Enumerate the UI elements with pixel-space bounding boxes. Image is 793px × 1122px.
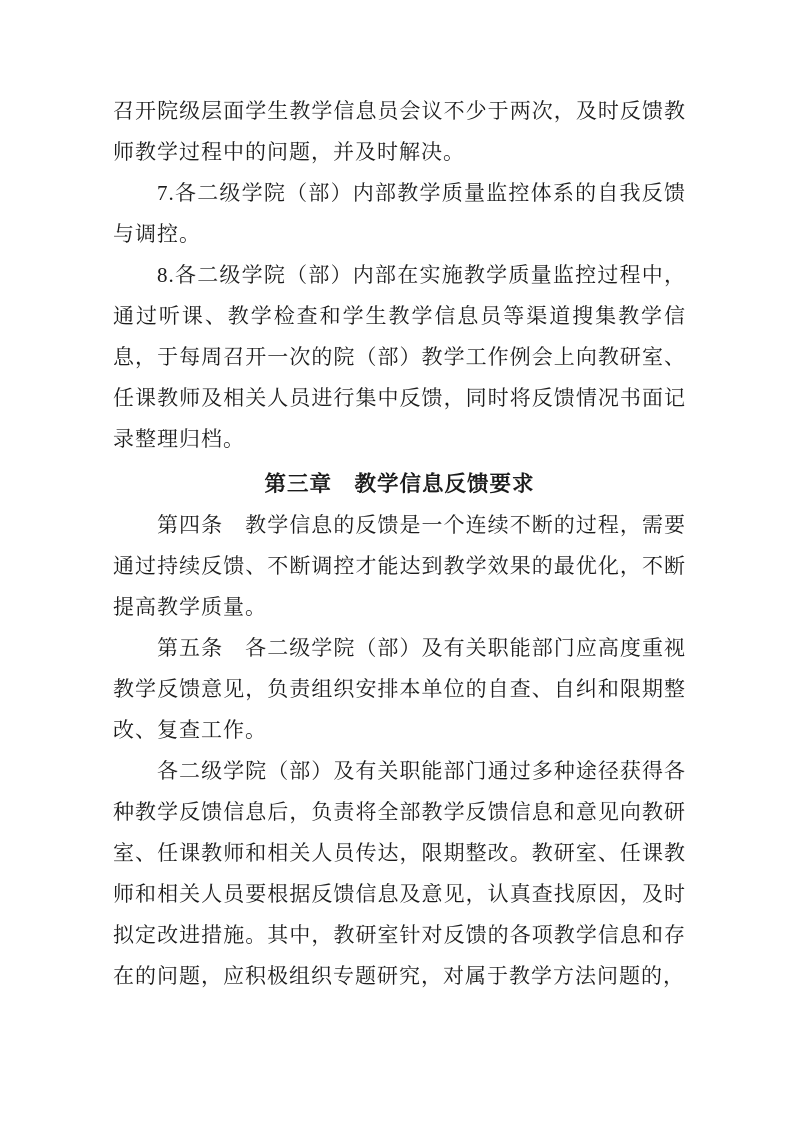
article-4-paragraph: 第四条 教学信息的反馈是一个连续不断的过程，需要通过持续反馈、不断调控才能达到教学效果的最优化，不断提高教学质量。 <box>113 513 686 619</box>
list-item-7: 7.各二级学院（部）内部教学质量监控体系的自我反馈与调控。 <box>113 181 686 246</box>
list-item-8: 8.各二级学院（部）内部在实施教学质量监控过程中，通过听课、教学检查和学生教学信息员等渠道搜集教学信息，于每周召开一次的院（部）教学工作例会上向教研室、任课教师及相关人员进行集中反馈，同时将反馈情况书面记录整理归档。 <box>113 263 686 451</box>
feedback-handling-paragraph: 各二级学院（部）及有关职能部门通过多种途径获得各种教学反馈信息后，负责将全部教学反馈信息和意见向教研室、任课教师和相关人员传达，限期整改。教研室、任课教师和相关人员要根据反馈信息及意见，认真查找原因，及时拟定改进措施。其中，教研室针对反馈的各项教学信息和存在的问题，应积极组织专题研究，对属于教学方法问题的， <box>113 759 686 988</box>
document-content <box>113 91 686 997</box>
paragraph-continuation: 召开院级层面学生教学信息员会议不少于两次，及时反馈教师教学过程中的问题，并及时解决。 <box>113 99 686 164</box>
article-5-paragraph: 第五条 各二级学院（部）及有关职能部门应高度重视教学反馈意见，负责组织安排本单位的自查、自纠和限期整改、复查工作。 <box>113 636 686 742</box>
chapter-heading: 第三章 教学信息反馈要求 <box>264 472 535 496</box>
